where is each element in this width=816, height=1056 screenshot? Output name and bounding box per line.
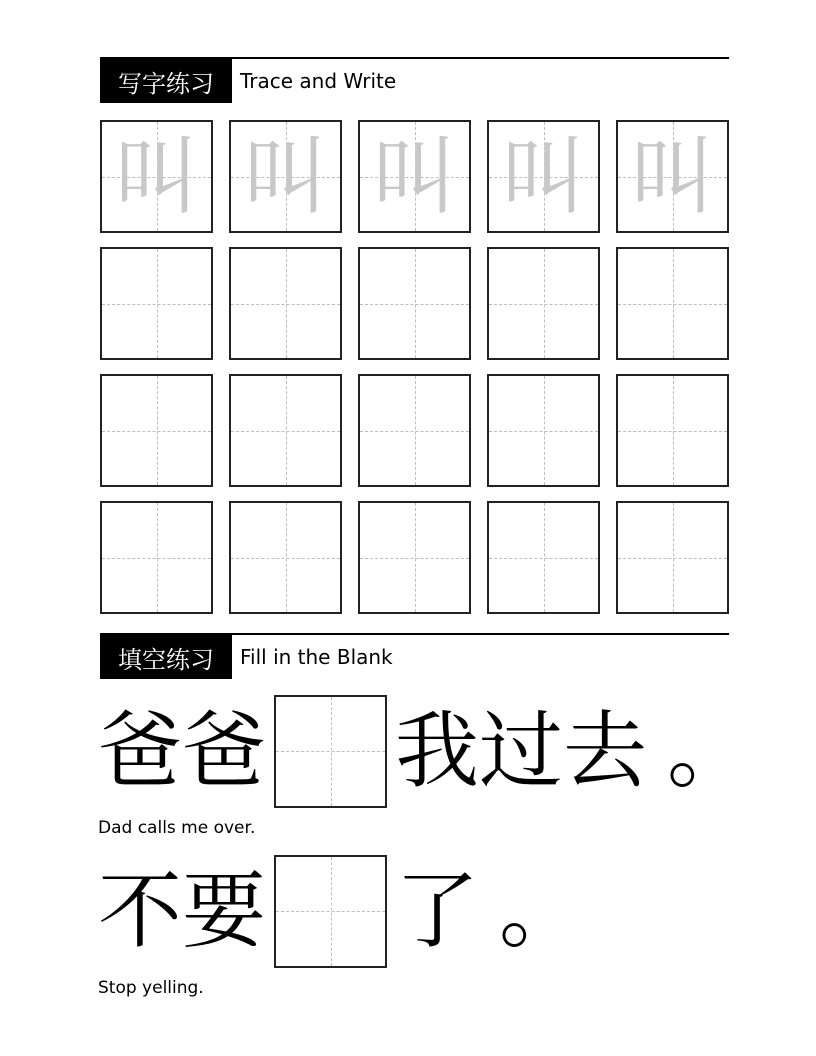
practice-cell[interactable] [487,247,600,360]
sentence-2-period: 。 [499,862,584,960]
sentence-1-blank-box[interactable] [274,695,387,808]
practice-cell[interactable] [487,374,600,487]
practice-cell[interactable] [358,501,471,614]
fill-section-header [100,633,729,679]
sentence-2-translation: Stop yelling. [98,978,204,998]
trace-character: 叫 [243,127,328,226]
trace-cell[interactable] [100,120,213,233]
sentence-1-before: 爸爸 [98,702,267,800]
practice-cell[interactable] [100,501,213,614]
sentence-2 [98,855,583,967]
fill-section-title: Fill in the Blank [240,645,393,669]
trace-character: 叫 [114,127,199,226]
practice-cell[interactable] [616,247,729,360]
trace-section-title: Trace and Write [240,69,397,93]
trace-section-header [100,57,729,103]
practice-cell[interactable] [358,247,471,360]
practice-cell[interactable] [229,501,342,614]
trace-cell[interactable] [229,120,342,233]
trace-cell[interactable] [616,120,729,233]
practice-cell[interactable] [358,374,471,487]
sentence-1 [98,695,751,807]
sentence-1-period: 。 [667,702,752,800]
practice-cell[interactable] [229,374,342,487]
practice-cell[interactable] [100,247,213,360]
fill-section-tag: 填空练习 [100,635,232,679]
practice-cell[interactable] [616,374,729,487]
sentence-2-after: 了 [395,862,480,960]
trace-section-tag: 写字练习 [100,59,232,103]
trace-character: 叫 [501,127,586,226]
sentence-2-blank-box[interactable] [274,855,387,968]
sentence-2-before: 不要 [98,862,267,960]
practice-cell[interactable] [229,247,342,360]
practice-cell[interactable] [100,374,213,487]
practice-cell[interactable] [616,501,729,614]
trace-cell[interactable] [487,120,600,233]
sentence-1-after: 我过去 [395,702,648,800]
trace-character: 叫 [630,127,715,226]
trace-cell[interactable] [358,120,471,233]
practice-cell[interactable] [487,501,600,614]
sentence-1-translation: Dad calls me over. [98,818,256,838]
trace-character: 叫 [372,127,457,226]
